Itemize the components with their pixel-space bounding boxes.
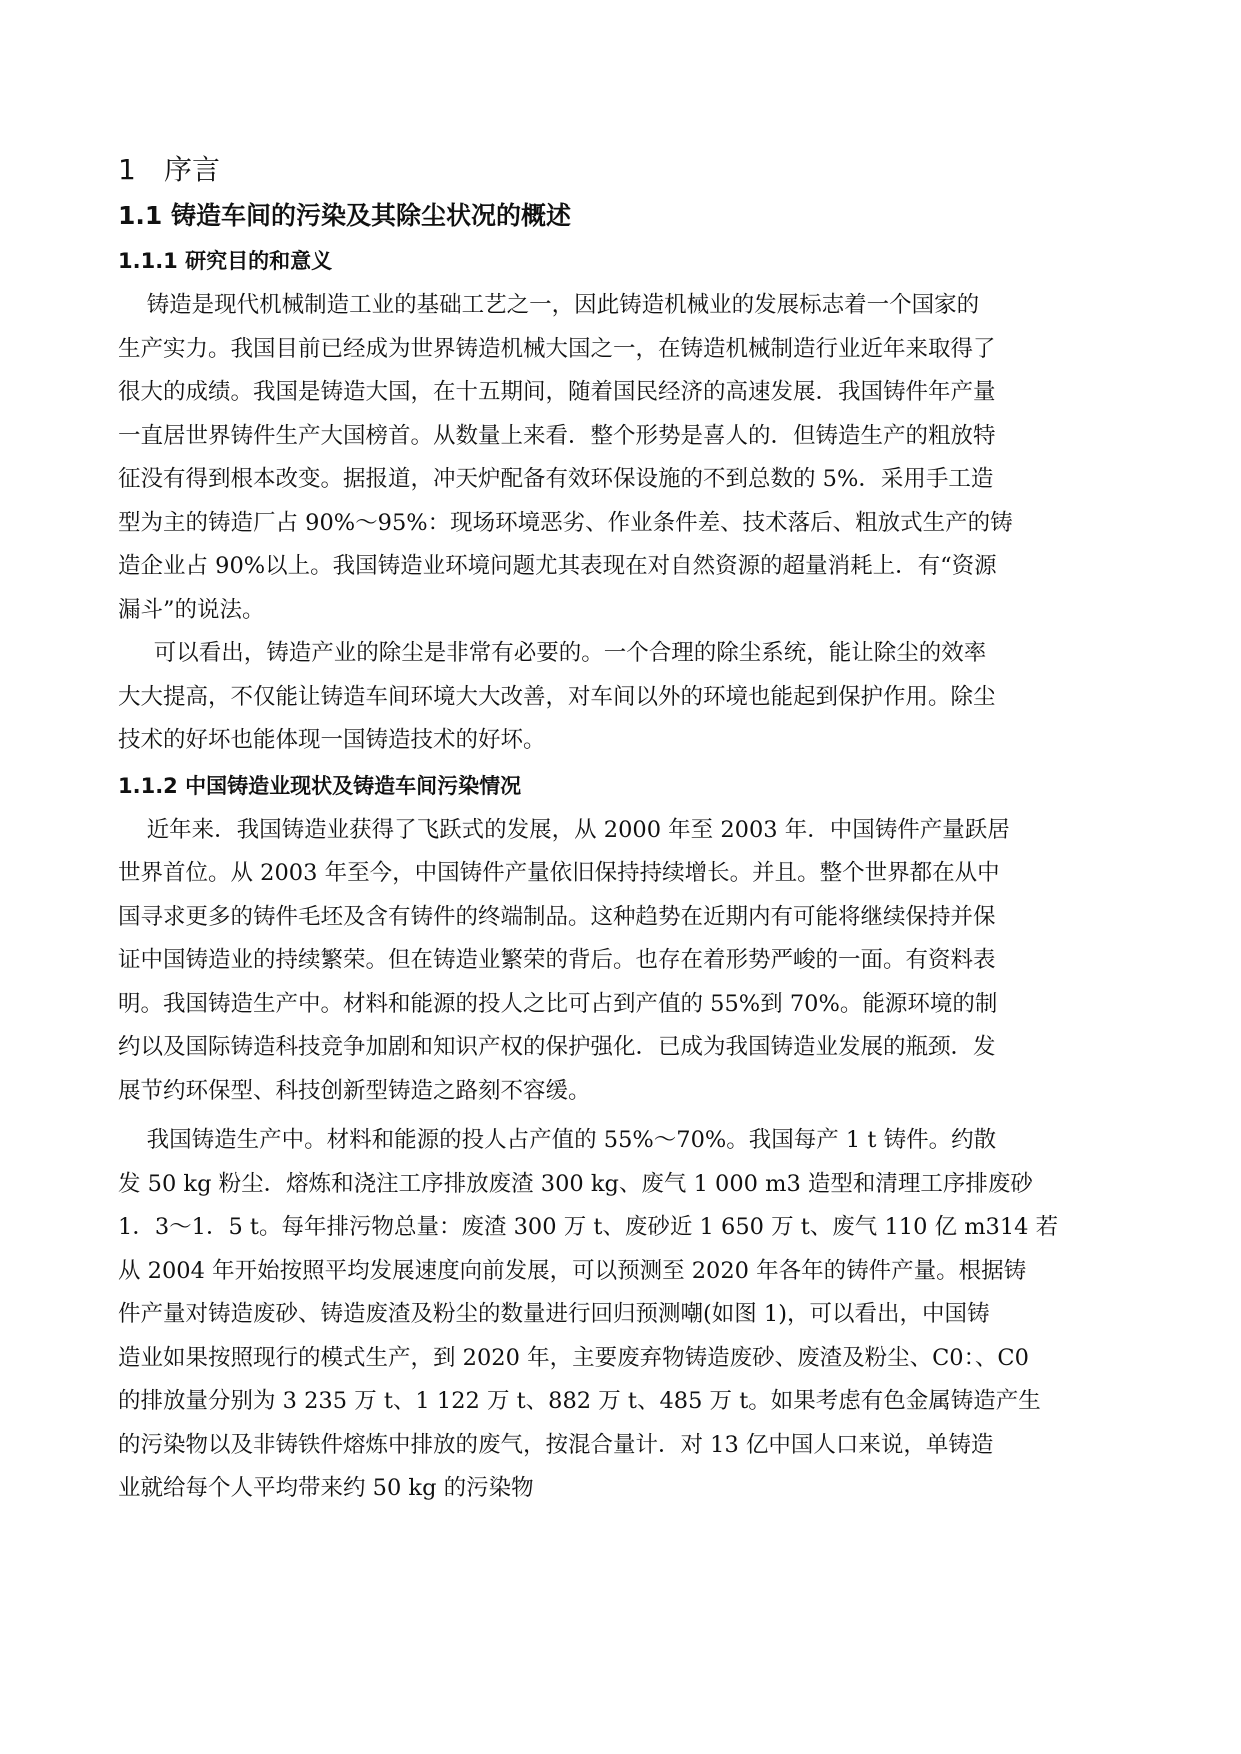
text-line: 件产量对铸造废砂、铸造废渣及粉尘的数量进行回归预测嘲(如图 1)，可以看出，中国铸 [118, 1301, 990, 1327]
section-heading: 1.1 铸造车间的污染及其除尘状况的概述 [118, 201, 571, 230]
text-line: 1．3～1．5 t。每年排污物总量：废渣 300 万 t、废砂近 1 650 万 t、废气 110 亿 m314 若 [118, 1214, 1059, 1240]
paragraph-industry-status [118, 809, 1118, 1114]
paragraph-dust-removal-necessity [118, 632, 1118, 763]
text-line: 生产实力。我国目前已经成为世界铸造机械大国之一，在铸造机械制造行业近年来取得了 [118, 335, 996, 362]
subsection-heading-1-1-1: 1.1.1 研究目的和意义 [118, 249, 333, 273]
text-line: 展节约环保型、科技创新型铸造之路刻不容缓。 [118, 1077, 591, 1104]
subsection-heading-1-1-2: 1.1.2 中国铸造业现状及铸造车间污染情况 [118, 773, 522, 798]
text-line: 的排放量分别为 3 235 万 t、1 122 万 t、882 万 t、485 万 t。如果考虑有色金属铸造产生 [118, 1388, 1041, 1414]
text-line: 的污染物以及非铸铁件熔炼中排放的废气，按混合量计．对 13 亿中国人口来说，单铸造 [118, 1431, 994, 1458]
text-line: 发 50 kg 粉尘．熔炼和浇注工序排放废渣 300 kg、废气 1 000 m3 造型和清理工序排废砂 [118, 1170, 1033, 1197]
page-content [118, 150, 1118, 1511]
text-line: 技术的好坏也能体现一国铸造技术的好坏。 [118, 727, 546, 753]
text-line: 漏斗”的说法。 [118, 596, 265, 623]
text-line: 征没有得到根本改变。据报道，冲天炉配备有效环保设施的不到总数的 5%．采用手工造 [118, 466, 994, 492]
text-line: 造业如果按照现行的模式生产，到 2020 年，主要废弃物铸造废砂、废渣及粉尘、C0：、C0 [118, 1344, 1029, 1371]
text-line: 大大提高，不仅能让铸造车间环境大大改善，对车间以外的环境也能起到保护作用。除尘 [118, 683, 996, 710]
text-line: 业就给每个人平均带来约 50 kg 的污染物 [118, 1475, 534, 1501]
paragraph-pollution-figures [118, 1119, 1118, 1511]
text-line: 一直居世界铸件生产大国榜首。从数量上来看．整个形势是喜人的．但铸造生产的粗放特 [118, 422, 996, 449]
text-line: 很大的成绩。我国是铸造大国，在十五期间，随着国民经济的高速发展．我国铸件年产量 [118, 379, 996, 405]
text-line: 国寻求更多的铸件毛坯及含有铸件的终端制品。这种趋势在近期内有可能将继续保持并保 [118, 903, 996, 930]
text-line: 我国铸造生产中。材料和能源的投人占产值的 55%～70%。我国每产 1 t 铸件。约散 [118, 1127, 997, 1153]
text-line: 造企业占 90%以上。我国铸造业环境问题尤其表现在对自然资源的超量消耗上．有“资源 [118, 553, 997, 579]
text-line: 近年来．我国铸造业获得了飞跃式的发展，从 2000 年至 2003 年．中国铸件产量跃居 [118, 816, 1010, 843]
text-line: 明。我国铸造生产中。材料和能源的投人之比可占到产值的 55%到 70%。能源环境的制 [118, 990, 998, 1017]
text-line: 世界首位。从 2003 年至今，中国铸件产量依旧保持持续增长。并且。整个世界都在从中 [118, 860, 1000, 886]
chapter-heading [118, 150, 1118, 190]
text-line: 铸造是现代机械制造工业的基础工艺之一，因此铸造机械业的发展标志着一个国家的 [118, 292, 980, 318]
text-line: 型为主的铸造厂占 90%～95%：现场环境恶劣、作业条件差、技术落后、粗放式生产的铸 [118, 509, 1013, 536]
text-line: 从 2004 年开始按照平均发展速度向前发展，可以预测至 2020 年各年的铸件产量。根据铸 [118, 1257, 1027, 1284]
chapter-title: 序言 [164, 153, 221, 186]
chapter-number: 1 [118, 153, 136, 186]
text-line: 可以看出，铸造产业的除尘是非常有必要的。一个合理的除尘系统，能让除尘的效率 [118, 640, 987, 666]
paragraph-research-purpose [118, 284, 1118, 632]
text-line: 约以及国际铸造科技竞争加剧和知识产权的保护强化．已成为我国铸造业发展的瓶颈．发 [118, 1034, 996, 1060]
text-line: 证中国铸造业的持续繁荣。但在铸造业繁荣的背后。也存在着形势严峻的一面。有资料表 [118, 947, 996, 973]
